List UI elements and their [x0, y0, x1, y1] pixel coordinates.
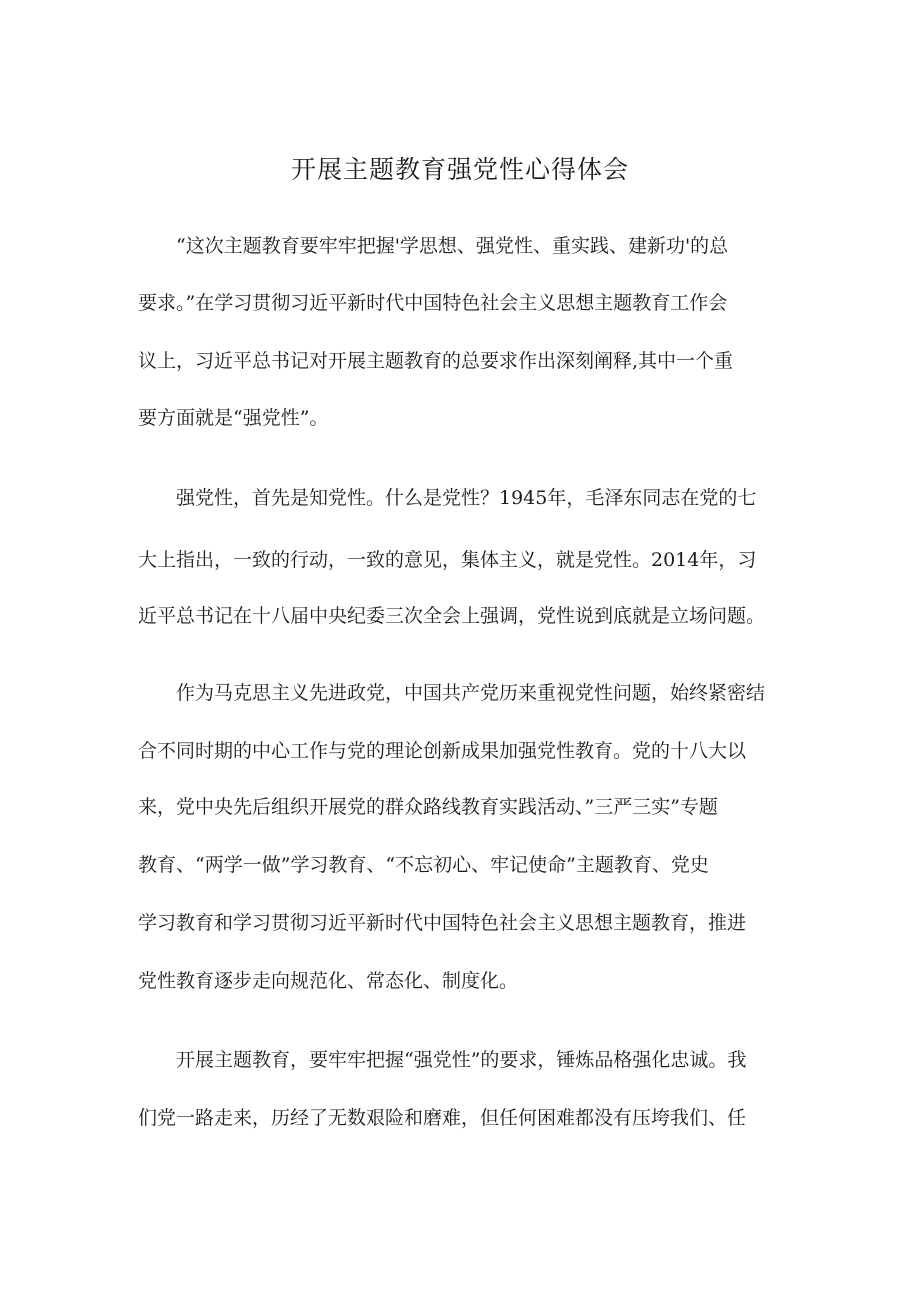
paragraph-line: 学习教育和学习贯彻习近平新时代中国特色社会主义思想主题教育，推进	[138, 912, 747, 934]
paragraph-line: 开展主题教育，要牢牢把握“强党性”的要求，锤炼品格强化忠诚。我	[176, 1049, 747, 1071]
paragraph-line: 近平总书记在十八届中央纪委三次全会上强调，党性说到底就是立场问题。	[138, 605, 766, 627]
paragraph-line: 合不同时期的中心工作与党的理论创新成果加强党性教育。党的十八大以	[138, 740, 747, 762]
paragraph-line: 议上，习近平总书记对开展主题教育的总要求作出深刻阐释,其中一个重	[138, 350, 734, 372]
paragraph-line: 强党性，首先是知党性。什么是党性？1945年，毛泽东同志在党的七	[176, 487, 757, 509]
paragraph-line: 大上指出，一致的行动，一致的意见，集体主义，就是党性。2014年，习	[138, 549, 757, 571]
paragraph-line: 要求。”在学习贯彻习近平新时代中国特色社会主义思想主题教育工作会	[138, 292, 728, 314]
paragraph-line: 教育、“两学一做”学习教育、“不忘初心、牢记使命”主题教育、党史	[138, 854, 709, 876]
paragraph-line: 党性教育逐步走向规范化、常态化、制度化。	[138, 970, 519, 992]
paragraph-line: “这次主题教育要牢牢把握'学思想、强党性、重实践、建新功'的总	[176, 235, 729, 257]
paragraph-line: 们党一路走来，历经了无数艰险和磨难，但任何困难都没有压垮我们、任	[138, 1107, 747, 1129]
paragraph-line: 作为马克思主义先进政党，中国共产党历来重视党性问题，始终紧密结	[176, 682, 766, 704]
document-title: 开展主题教育强党性心得体会	[290, 155, 629, 184]
paragraph-line: 要方面就是“强党性”。	[138, 407, 329, 429]
paragraph-line: 来，党中央先后组织开展党的群众路线教育实践活动、”三严三实”专题	[138, 796, 718, 818]
